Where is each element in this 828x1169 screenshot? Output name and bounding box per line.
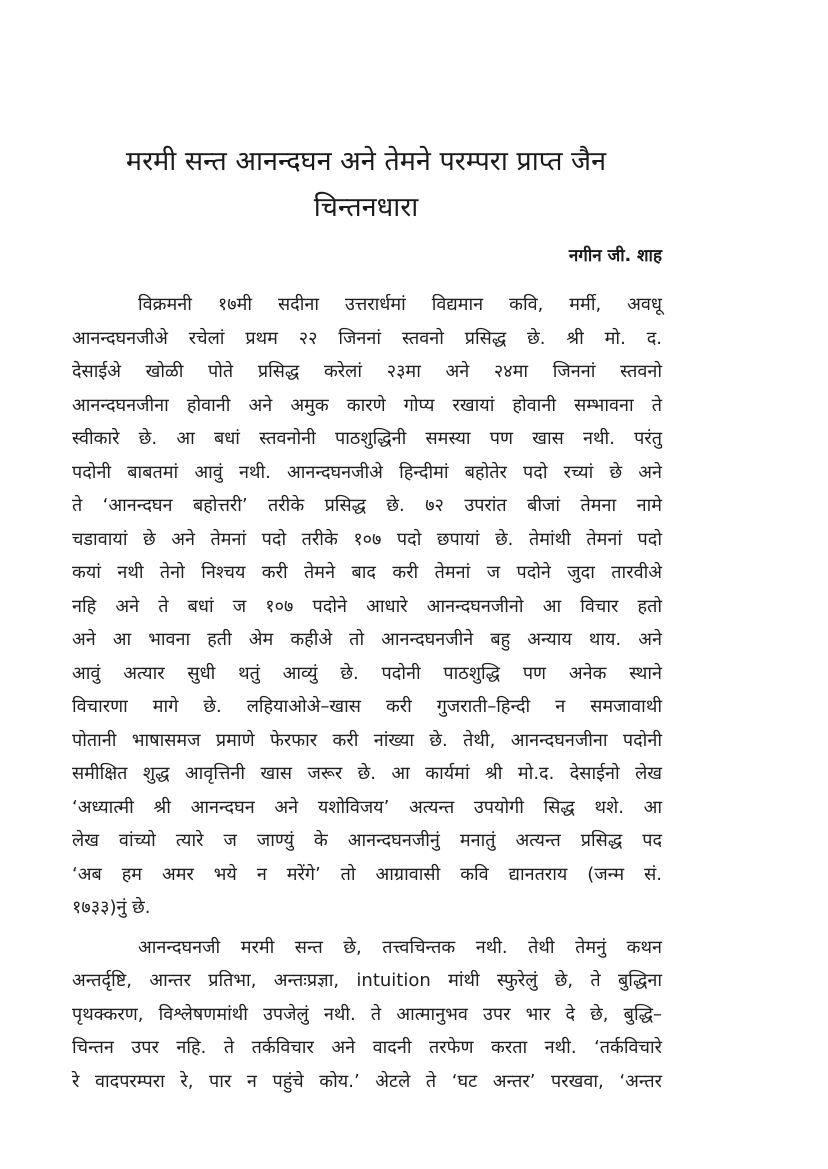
article-title-line-2: चिन्तनधारा	[313, 192, 419, 223]
text-line: आवुं अत्यार सुधी थतुं आव्युं छे. पदोनी पाठशुद्धि पण अनेक स्थाने	[72, 662, 662, 684]
text-line: पृथक्करण, विश्लेषणमांथी उपजेलुं नथी. ते आत्मानुभव उपर भार दे छे, बुद्धि–	[72, 1003, 662, 1025]
text-line: ‘अब हम अमर भये न मरेंगे’ तो आग्रावासी कवि द्यानतराय (जन्म सं.	[72, 863, 662, 885]
author-name: नगीन जी. शाह	[568, 246, 662, 266]
paragraph-2	[72, 931, 662, 1099]
text-line: ‘अध्यात्मी श्री आनन्दघन अने यशोविजय’ अत्यन्त उपयोगी सिद्ध थशे. आ	[72, 796, 662, 818]
text-line: स्वीकारे छे. आ बधां स्तवनोनी पाठशुद्धिनी समस्या पण खास नथी. परंतु	[72, 428, 662, 449]
text-line: आनन्दघनजी मरमी सन्त छे, तत्त्वचिन्तक नथी. तेथी तेमनुं कथन	[138, 936, 662, 958]
article-title-line-1: मरमी सन्त आनन्दघन अने तेमने परम्परा प्राप्त जैन	[125, 146, 607, 177]
paragraph-1	[72, 288, 662, 925]
text-line: चिन्तन उपर नहि. ते तर्कविचार अने वादनी तरफेण करता नथी. ‘तर्कविचारे	[72, 1037, 662, 1058]
text-line: आनन्दघनजीअे रचेलां प्रथम २२ जिननां स्तवनो प्रसिद्ध छे. श्री मो. द.	[72, 327, 662, 349]
text-line: आनन्दघनजीना होवानी अने अमुक कारणे गोप्य रखायां होवानी सम्भावना ते	[72, 394, 662, 416]
text-line: पोतानी भाषासमज प्रमाणे फेरफार करी नांख्या छे. तेथी, आनन्दघनजीना पदोनी	[72, 729, 662, 751]
text-line: ते ‘आनन्दघन बहोत्तरी’ तरीके प्रसिद्ध छे. ७२ उपरांत बीजां तेमना नामे	[72, 495, 662, 516]
text-line: अन्तर्दृष्टि, आन्तर प्रतिभा, अन्तःप्रज्ञा, intuition मांथी स्फुरेलुं छे, ते बुद्धिना	[72, 970, 662, 991]
text-line: पदोनी बाबतमां आवुं नथी. आनन्दघनजीअे हिन्दीमां बहोतेर पदो रच्यां छे अने	[72, 461, 662, 483]
text-line: समीक्षित शुद्ध आवृत्तिनी खास जरूर छे. आ कार्यमां श्री मो.द. देसाईनो लेख	[72, 763, 662, 784]
text-line: अने आ भावना हती अेम कहीअे तो आनन्दघनजीने बहु अन्याय थाय. अने	[72, 629, 662, 650]
text-line: विचारणा मागे छे. लहियाओअे–खास करी गुजराती–हिन्दी न समजावाथी	[72, 696, 662, 717]
text-line: नहि अने ते बधां ज १०७ पदोने आधारे आनन्दघनजीनो आ विचार हतो	[72, 595, 662, 617]
text-line: विक्रमनी १७मी सदीना उत्तरार्धमां विद्यमान कवि, मर्मी, अवधू	[138, 294, 662, 315]
text-line: रे वादपरम्परा रे, पार न पहुंचे कोय.’ अेटले ते ‘घट अन्तर’ परखवा, ‘अन्तर	[72, 1070, 662, 1092]
text-line: १७३३)नुं छे.	[72, 897, 151, 918]
text-line: देसाईअे खोळी पोते प्रसिद्ध करेलां २३मा अने २४मा जिननां स्तवनो	[72, 361, 662, 382]
text-line: कयां नथी तेनो निश्चय करी तेमने बाद करी तेमनां ज पदोने जुदा तारवीअे	[72, 562, 662, 583]
text-line: लेख वांच्यो त्यारे ज जाण्युं के आनन्दघनजीनुं मनातुं अत्यन्त प्रसिद्ध पद	[72, 830, 662, 851]
article-body	[72, 288, 662, 1098]
text-line: चडावायां छे अने तेमनां पदो तरीके १०७ पदो छपायां छे. तेमांथी तेमनां पदो	[72, 528, 662, 550]
